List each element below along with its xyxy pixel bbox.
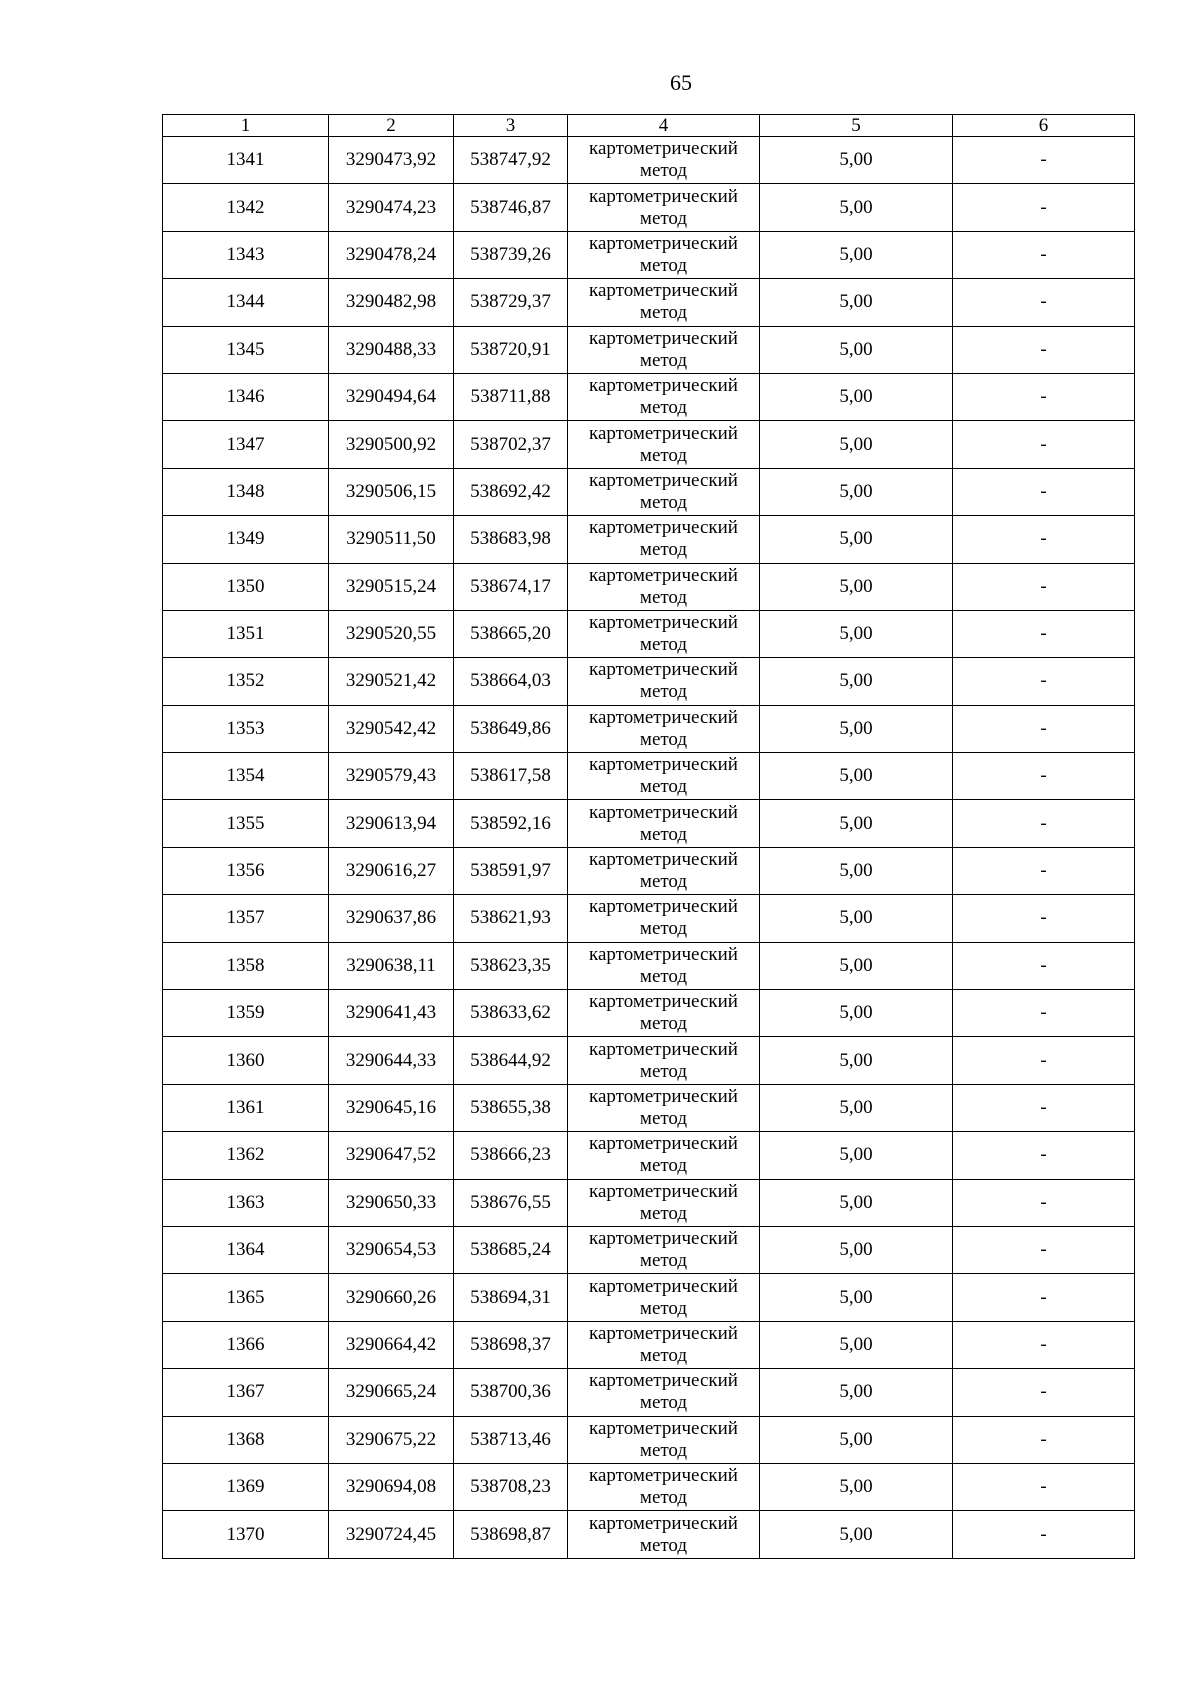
- note-cell: -: [953, 1274, 1135, 1321]
- method-line-2: метод: [639, 1439, 688, 1461]
- table-row: [163, 1416, 1135, 1463]
- method-line-2: метод: [639, 1013, 688, 1035]
- method-cell: [568, 610, 760, 657]
- note-cell: -: [953, 705, 1135, 752]
- coordinate-x-cell: 3290515,24: [329, 563, 454, 610]
- coordinate-x-cell: 3290638,11: [329, 942, 454, 989]
- method-line-1: картометрический: [589, 1512, 738, 1534]
- coordinate-x-cell: 3290654,53: [329, 1226, 454, 1273]
- coordinate-y-cell: 538692,42: [454, 468, 568, 515]
- table-row: [163, 1037, 1135, 1084]
- method-line-1: картометрический: [589, 185, 738, 207]
- method-cell: [568, 563, 760, 610]
- method-line-2: метод: [639, 1060, 688, 1082]
- table-row: [163, 563, 1135, 610]
- method-line-1: картометрический: [589, 754, 738, 776]
- method-cell: [568, 1274, 760, 1321]
- method-line-1: картометрический: [589, 1417, 738, 1439]
- coordinate-y-cell: 538698,87: [454, 1511, 568, 1558]
- coordinate-x-cell: 3290637,86: [329, 895, 454, 942]
- method-line-1: картометрический: [589, 232, 738, 254]
- note-cell: -: [953, 1084, 1135, 1131]
- method-line-1: картометрический: [589, 564, 738, 586]
- method-cell: [568, 1463, 760, 1510]
- column-header-4: 4: [568, 115, 760, 137]
- note-cell: -: [953, 990, 1135, 1037]
- accuracy-cell: 5,00: [760, 1511, 953, 1558]
- coordinate-x-cell: 3290647,52: [329, 1132, 454, 1179]
- coordinate-y-cell: 538708,23: [454, 1463, 568, 1510]
- coordinate-y-cell: 538729,37: [454, 279, 568, 326]
- coordinates-table: [162, 114, 1135, 1559]
- method-line-1: картометрический: [589, 1370, 738, 1392]
- table-row: [163, 610, 1135, 657]
- coordinate-x-cell: 3290500,92: [329, 421, 454, 468]
- coordinate-y-cell: 538655,38: [454, 1084, 568, 1131]
- table-row: [163, 137, 1135, 184]
- coordinate-x-cell: 3290644,33: [329, 1037, 454, 1084]
- table-row: [163, 231, 1135, 278]
- note-cell: -: [953, 1369, 1135, 1416]
- table-row: [163, 421, 1135, 468]
- point-number-cell: 1360: [163, 1037, 329, 1084]
- point-number-cell: 1361: [163, 1084, 329, 1131]
- column-header-6: 6: [953, 115, 1135, 137]
- accuracy-cell: 5,00: [760, 753, 953, 800]
- table-row: [163, 847, 1135, 894]
- accuracy-cell: 5,00: [760, 1369, 953, 1416]
- point-number-cell: 1358: [163, 942, 329, 989]
- table-row: [163, 516, 1135, 563]
- method-line-1: картометрический: [589, 1038, 738, 1060]
- coordinate-x-cell: 3290478,24: [329, 231, 454, 278]
- coordinate-x-cell: 3290474,23: [329, 184, 454, 231]
- method-cell: [568, 1132, 760, 1179]
- table-row: [163, 373, 1135, 420]
- table-row: [163, 990, 1135, 1037]
- method-line-2: метод: [639, 1344, 688, 1366]
- method-cell: [568, 1179, 760, 1226]
- method-line-2: метод: [639, 1155, 688, 1177]
- method-cell: [568, 1416, 760, 1463]
- table-row: [163, 753, 1135, 800]
- coordinate-x-cell: 3290494,64: [329, 373, 454, 420]
- point-number-cell: 1370: [163, 1511, 329, 1558]
- method-line-1: картометрический: [589, 517, 738, 539]
- method-cell: [568, 753, 760, 800]
- coordinate-y-cell: 538591,97: [454, 847, 568, 894]
- coordinate-x-cell: 3290488,33: [329, 326, 454, 373]
- method-cell: [568, 421, 760, 468]
- coordinate-y-cell: 538702,37: [454, 421, 568, 468]
- accuracy-cell: 5,00: [760, 990, 953, 1037]
- method-cell: [568, 1369, 760, 1416]
- method-line-1: картометрический: [589, 422, 738, 444]
- point-number-cell: 1367: [163, 1369, 329, 1416]
- method-cell: [568, 468, 760, 515]
- accuracy-cell: 5,00: [760, 658, 953, 705]
- note-cell: -: [953, 1321, 1135, 1368]
- coordinate-y-cell: 538665,20: [454, 610, 568, 657]
- method-line-2: метод: [639, 823, 688, 845]
- note-cell: -: [953, 1226, 1135, 1273]
- method-line-2: метод: [639, 871, 688, 893]
- method-line-2: метод: [639, 349, 688, 371]
- table-row: [163, 705, 1135, 752]
- table-header-row: [163, 115, 1135, 137]
- table-row: [163, 800, 1135, 847]
- point-number-cell: 1368: [163, 1416, 329, 1463]
- method-cell: [568, 184, 760, 231]
- point-number-cell: 1341: [163, 137, 329, 184]
- coordinate-x-cell: 3290613,94: [329, 800, 454, 847]
- coordinate-x-cell: 3290675,22: [329, 1416, 454, 1463]
- column-header-1: 1: [163, 115, 329, 137]
- coordinate-y-cell: 538700,36: [454, 1369, 568, 1416]
- accuracy-cell: 5,00: [760, 231, 953, 278]
- table-row: [163, 326, 1135, 373]
- accuracy-cell: 5,00: [760, 373, 953, 420]
- point-number-cell: 1363: [163, 1179, 329, 1226]
- note-cell: -: [953, 516, 1135, 563]
- coordinate-x-cell: 3290650,33: [329, 1179, 454, 1226]
- coordinate-x-cell: 3290616,27: [329, 847, 454, 894]
- method-line-1: картометрический: [589, 896, 738, 918]
- method-line-2: метод: [639, 254, 688, 276]
- method-line-2: метод: [639, 444, 688, 466]
- note-cell: -: [953, 610, 1135, 657]
- coordinate-x-cell: 3290473,92: [329, 137, 454, 184]
- accuracy-cell: 5,00: [760, 137, 953, 184]
- note-cell: -: [953, 1179, 1135, 1226]
- method-line-1: картометрический: [589, 375, 738, 397]
- point-number-cell: 1346: [163, 373, 329, 420]
- accuracy-cell: 5,00: [760, 468, 953, 515]
- method-line-2: метод: [639, 1297, 688, 1319]
- accuracy-cell: 5,00: [760, 326, 953, 373]
- note-cell: -: [953, 137, 1135, 184]
- method-line-1: картометрический: [589, 469, 738, 491]
- coordinate-y-cell: 538711,88: [454, 373, 568, 420]
- coordinate-y-cell: 538694,31: [454, 1274, 568, 1321]
- coordinate-y-cell: 538676,55: [454, 1179, 568, 1226]
- method-cell: [568, 800, 760, 847]
- coordinate-y-cell: 538621,93: [454, 895, 568, 942]
- method-line-2: метод: [639, 397, 688, 419]
- method-cell: [568, 373, 760, 420]
- coordinate-y-cell: 538747,92: [454, 137, 568, 184]
- accuracy-cell: 5,00: [760, 421, 953, 468]
- note-cell: -: [953, 1463, 1135, 1510]
- method-line-2: метод: [639, 207, 688, 229]
- coordinate-x-cell: 3290641,43: [329, 990, 454, 1037]
- point-number-cell: 1350: [163, 563, 329, 610]
- table-body: [163, 137, 1135, 1559]
- coordinate-y-cell: 538739,26: [454, 231, 568, 278]
- method-line-2: метод: [639, 491, 688, 513]
- point-number-cell: 1352: [163, 658, 329, 705]
- accuracy-cell: 5,00: [760, 563, 953, 610]
- column-header-2: 2: [329, 115, 454, 137]
- point-number-cell: 1351: [163, 610, 329, 657]
- accuracy-cell: 5,00: [760, 705, 953, 752]
- coordinate-x-cell: 3290542,42: [329, 705, 454, 752]
- method-line-1: картометрический: [589, 138, 738, 160]
- method-cell: [568, 1511, 760, 1558]
- method-line-1: картометрический: [589, 706, 738, 728]
- note-cell: -: [953, 421, 1135, 468]
- method-line-2: метод: [639, 965, 688, 987]
- accuracy-cell: 5,00: [760, 1226, 953, 1273]
- coordinate-y-cell: 538592,16: [454, 800, 568, 847]
- table-row: [163, 1132, 1135, 1179]
- method-line-2: метод: [639, 728, 688, 750]
- accuracy-cell: 5,00: [760, 610, 953, 657]
- note-cell: -: [953, 563, 1135, 610]
- accuracy-cell: 5,00: [760, 1274, 953, 1321]
- method-line-1: картометрический: [589, 1465, 738, 1487]
- table-row: [163, 1226, 1135, 1273]
- note-cell: -: [953, 800, 1135, 847]
- coordinate-y-cell: 538666,23: [454, 1132, 568, 1179]
- method-line-2: метод: [639, 1392, 688, 1414]
- accuracy-cell: 5,00: [760, 1321, 953, 1368]
- point-number-cell: 1356: [163, 847, 329, 894]
- method-line-1: картометрический: [589, 1133, 738, 1155]
- method-line-2: метод: [639, 1202, 688, 1224]
- coordinate-x-cell: 3290520,55: [329, 610, 454, 657]
- coordinate-y-cell: 538713,46: [454, 1416, 568, 1463]
- method-line-2: метод: [639, 776, 688, 798]
- note-cell: -: [953, 468, 1135, 515]
- method-cell: [568, 516, 760, 563]
- point-number-cell: 1354: [163, 753, 329, 800]
- point-number-cell: 1362: [163, 1132, 329, 1179]
- coordinate-x-cell: 3290664,42: [329, 1321, 454, 1368]
- method-cell: [568, 279, 760, 326]
- method-cell: [568, 231, 760, 278]
- table-row: [163, 1084, 1135, 1131]
- coordinate-x-cell: 3290482,98: [329, 279, 454, 326]
- accuracy-cell: 5,00: [760, 1132, 953, 1179]
- point-number-cell: 1353: [163, 705, 329, 752]
- method-line-1: картометрический: [589, 612, 738, 634]
- coordinate-y-cell: 538720,91: [454, 326, 568, 373]
- coordinate-x-cell: 3290579,43: [329, 753, 454, 800]
- point-number-cell: 1359: [163, 990, 329, 1037]
- method-line-2: метод: [639, 634, 688, 656]
- accuracy-cell: 5,00: [760, 279, 953, 326]
- point-number-cell: 1348: [163, 468, 329, 515]
- coordinate-x-cell: 3290694,08: [329, 1463, 454, 1510]
- coordinate-x-cell: 3290724,45: [329, 1511, 454, 1558]
- point-number-cell: 1365: [163, 1274, 329, 1321]
- table-row: [163, 1321, 1135, 1368]
- point-number-cell: 1369: [163, 1463, 329, 1510]
- table-row: [163, 1511, 1135, 1558]
- method-line-2: метод: [639, 586, 688, 608]
- coordinate-x-cell: 3290506,15: [329, 468, 454, 515]
- coordinate-x-cell: 3290521,42: [329, 658, 454, 705]
- table-row: [163, 184, 1135, 231]
- point-number-cell: 1355: [163, 800, 329, 847]
- accuracy-cell: 5,00: [760, 1179, 953, 1226]
- method-cell: [568, 137, 760, 184]
- coordinate-x-cell: 3290660,26: [329, 1274, 454, 1321]
- method-line-1: картометрический: [589, 1180, 738, 1202]
- method-cell: [568, 942, 760, 989]
- point-number-cell: 1343: [163, 231, 329, 278]
- accuracy-cell: 5,00: [760, 942, 953, 989]
- method-line-2: метод: [639, 302, 688, 324]
- point-number-cell: 1357: [163, 895, 329, 942]
- coordinate-y-cell: 538685,24: [454, 1226, 568, 1273]
- table-row: [163, 1179, 1135, 1226]
- method-line-2: метод: [639, 1534, 688, 1556]
- accuracy-cell: 5,00: [760, 800, 953, 847]
- method-line-2: метод: [639, 681, 688, 703]
- accuracy-cell: 5,00: [760, 1084, 953, 1131]
- note-cell: -: [953, 184, 1135, 231]
- accuracy-cell: 5,00: [760, 847, 953, 894]
- note-cell: -: [953, 1416, 1135, 1463]
- method-line-1: картометрический: [589, 1086, 738, 1107]
- note-cell: -: [953, 942, 1135, 989]
- method-cell: [568, 658, 760, 705]
- method-line-2: метод: [639, 1487, 688, 1509]
- method-line-1: картометрический: [589, 327, 738, 349]
- method-line-2: метод: [639, 160, 688, 182]
- table-row: [163, 468, 1135, 515]
- coordinate-x-cell: 3290645,16: [329, 1084, 454, 1131]
- method-cell: [568, 990, 760, 1037]
- note-cell: -: [953, 753, 1135, 800]
- method-line-1: картометрический: [589, 280, 738, 302]
- note-cell: -: [953, 847, 1135, 894]
- method-cell: [568, 1084, 760, 1131]
- note-cell: -: [953, 1132, 1135, 1179]
- note-cell: -: [953, 895, 1135, 942]
- table-row: [163, 942, 1135, 989]
- method-cell: [568, 705, 760, 752]
- method-line-2: метод: [639, 918, 688, 940]
- method-cell: [568, 1037, 760, 1084]
- coordinate-y-cell: 538664,03: [454, 658, 568, 705]
- coordinate-y-cell: 538674,17: [454, 563, 568, 610]
- column-header-5: 5: [760, 115, 953, 137]
- method-line-1: картометрический: [589, 991, 738, 1013]
- point-number-cell: 1347: [163, 421, 329, 468]
- coordinate-y-cell: 538698,37: [454, 1321, 568, 1368]
- accuracy-cell: 5,00: [760, 1463, 953, 1510]
- column-header-3: 3: [454, 115, 568, 137]
- point-number-cell: 1364: [163, 1226, 329, 1273]
- coordinate-y-cell: 538633,62: [454, 990, 568, 1037]
- accuracy-cell: 5,00: [760, 895, 953, 942]
- method-line-1: картометрический: [589, 849, 738, 871]
- coordinate-x-cell: 3290511,50: [329, 516, 454, 563]
- method-cell: [568, 1321, 760, 1368]
- method-cell: [568, 895, 760, 942]
- coordinate-y-cell: 538746,87: [454, 184, 568, 231]
- coordinate-y-cell: 538623,35: [454, 942, 568, 989]
- point-number-cell: 1349: [163, 516, 329, 563]
- table-row: [163, 279, 1135, 326]
- coordinate-y-cell: 538617,58: [454, 753, 568, 800]
- method-line-1: картометрический: [589, 801, 738, 823]
- note-cell: -: [953, 279, 1135, 326]
- method-line-1: картометрический: [589, 1228, 738, 1250]
- method-line-1: картометрический: [589, 1275, 738, 1297]
- note-cell: -: [953, 326, 1135, 373]
- note-cell: -: [953, 1511, 1135, 1558]
- point-number-cell: 1344: [163, 279, 329, 326]
- coordinate-y-cell: 538683,98: [454, 516, 568, 563]
- note-cell: -: [953, 658, 1135, 705]
- point-number-cell: 1366: [163, 1321, 329, 1368]
- note-cell: -: [953, 1037, 1135, 1084]
- method-line-1: картометрический: [589, 943, 738, 965]
- accuracy-cell: 5,00: [760, 1416, 953, 1463]
- coordinate-x-cell: 3290665,24: [329, 1369, 454, 1416]
- method-line-1: картометрический: [589, 659, 738, 681]
- method-cell: [568, 847, 760, 894]
- note-cell: -: [953, 373, 1135, 420]
- accuracy-cell: 5,00: [760, 516, 953, 563]
- point-number-cell: 1345: [163, 326, 329, 373]
- method-cell: [568, 326, 760, 373]
- method-cell: [568, 1226, 760, 1273]
- method-line-2: метод: [639, 1108, 688, 1129]
- table-row: [163, 1369, 1135, 1416]
- table-row: [163, 895, 1135, 942]
- accuracy-cell: 5,00: [760, 184, 953, 231]
- point-number-cell: 1342: [163, 184, 329, 231]
- method-line-2: метод: [639, 1250, 688, 1272]
- method-line-2: метод: [639, 539, 688, 561]
- coordinate-y-cell: 538649,86: [454, 705, 568, 752]
- table-row: [163, 658, 1135, 705]
- table-row: [163, 1463, 1135, 1510]
- method-line-1: картометрический: [589, 1322, 738, 1344]
- page-number: 65: [670, 70, 692, 95]
- note-cell: -: [953, 231, 1135, 278]
- coordinate-y-cell: 538644,92: [454, 1037, 568, 1084]
- accuracy-cell: 5,00: [760, 1037, 953, 1084]
- table-row: [163, 1274, 1135, 1321]
